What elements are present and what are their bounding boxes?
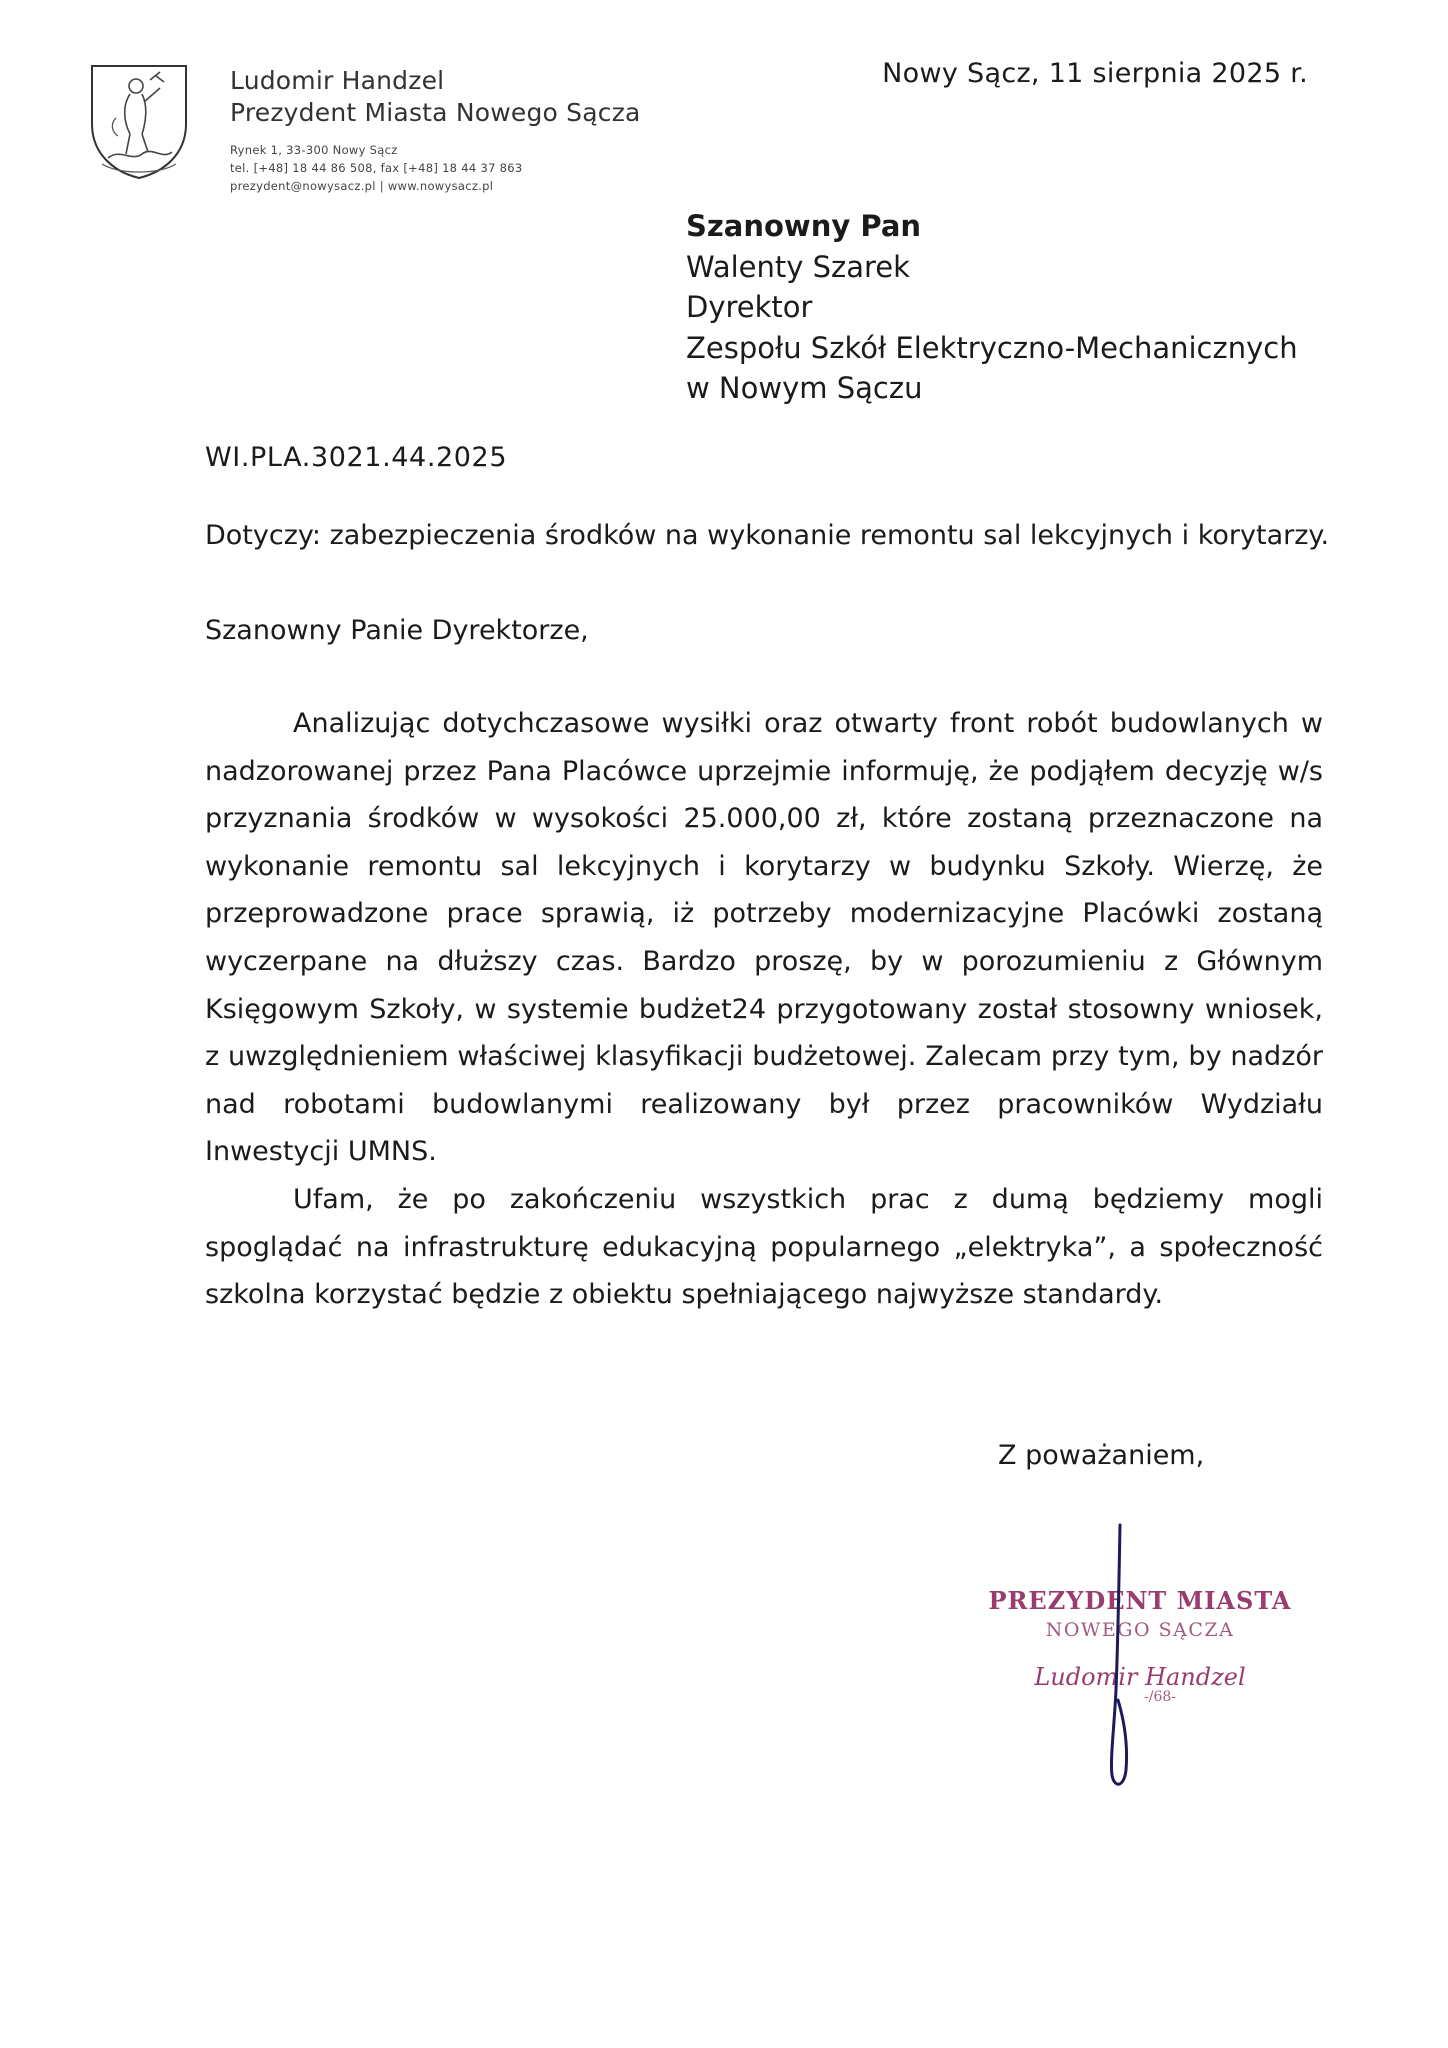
letter-date: Nowy Sącz, 11 sierpnia 2025 r. bbox=[882, 58, 1308, 89]
sender-address: Rynek 1, 33-300 Nowy Sącz bbox=[230, 143, 398, 157]
recipient-name: Walenty Szarek bbox=[686, 249, 910, 284]
recipient-location: w Nowym Sączu bbox=[686, 371, 923, 405]
closing: Z poważaniem, bbox=[998, 1440, 1205, 1471]
stamp-line: NOWEGO SĄCZA bbox=[1045, 1619, 1235, 1641]
greeting: Szanowny Panie Dyrektorze, bbox=[205, 615, 589, 646]
letter-body bbox=[205, 700, 1323, 1319]
handwritten-signature bbox=[1090, 1520, 1150, 1790]
recipient-position: Dyrektor bbox=[686, 290, 813, 324]
city-crest-icon bbox=[86, 62, 192, 180]
reference-number: WI.PLA.3021.44.2025 bbox=[205, 442, 508, 473]
sender-name: Ludomir Handzel bbox=[230, 66, 445, 95]
stamp-signatory: Ludomir Handzel bbox=[1034, 1663, 1246, 1691]
sender-title: Prezydent Miasta Nowego Sącza bbox=[230, 98, 641, 127]
stamp-number: -/68- bbox=[1144, 1689, 1176, 1705]
sender-phone: tel. [+48] 18 44 86 508, fax [+48] 18 44 37 863 bbox=[230, 161, 523, 175]
subject-line: Dotyczy: zabezpieczenia środków na wykonanie remontu sal lekcyjnych i korytarzy. bbox=[205, 520, 1330, 551]
body-paragraph: Analizując dotychczasowe wysiłki oraz otwarty front robót budowlanych w nadzorowanej przez Pana Placówce uprzejmie informuję, że podjąłem decyzję w/s przyznania środków w wysokości 25.000,00 zł, które zostaną przeznaczone na wykonanie remontu sal lekcyjnych i korytarzy w budynku Szkoły. Wierzę, że przeprowadzone prace sprawią, iż potrzeby modernizacyjne Placówki zostaną wyczerpane na dłuższy czas. Bardzo proszę, by w porozumieniu z Głównym Księgowym Szkoły, w systemie budżet24 przygotowany został stosowny wniosek, z uwzględnieniem właściwej klasyfikacji budżetowej. Zalecam przy tym, by nadzór nad robotami budowlanymi realizowany był przez pracowników Wydziału Inwestycji UMNS. bbox=[205, 708, 1323, 1168]
sender-contact: prezydent@nowysacz.pl | www.nowysacz.pl bbox=[230, 179, 494, 193]
recipient-block bbox=[686, 206, 1298, 409]
recipient-salutation: Szanowny Pan bbox=[686, 209, 922, 243]
body-paragraph: Ufam, że po zakończeniu wszystkich prac z dumą będziemy mogli spoglądać na infrastrukturę edukacyjną popularnego „elektryka”, a społeczność szkolna korzystać będzie z obiektu spełniającego najwyższe standardy. bbox=[205, 1183, 1323, 1311]
stamp-line: PREZYDENT MIASTA bbox=[988, 1586, 1292, 1615]
recipient-institution: Zespołu Szkół Elektryczno-Mechanicznych bbox=[686, 330, 1298, 365]
